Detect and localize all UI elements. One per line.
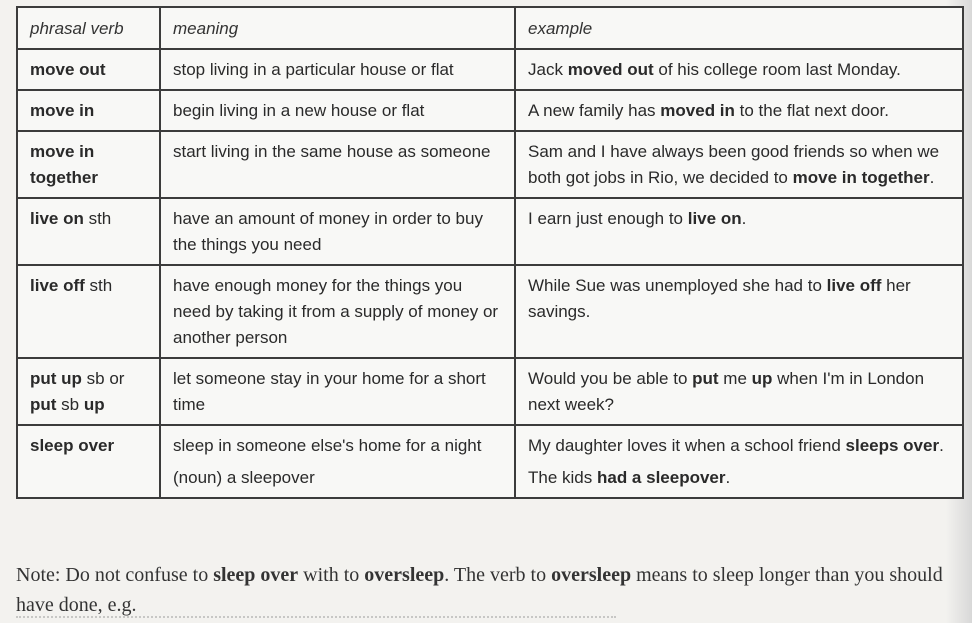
bold-text: live off [30,276,85,295]
example-cell [515,90,963,131]
bold-text: oversleep [551,564,632,586]
meaning-text: let someone stay in your home for a short time [173,369,486,414]
table-row [17,49,963,90]
meaning-cell [160,265,515,358]
bold-text: live on [687,209,742,228]
meaning-cell [160,90,515,131]
phrasal-verb-cell [17,425,160,498]
example-sentence [528,142,939,187]
phrasal-verb-cell [17,131,160,198]
table-row [17,198,963,265]
phrasal-verb-cell [17,265,160,358]
text: . [741,209,747,228]
bold-text: move in together [792,168,930,187]
text: of his college room last Monday. [653,60,901,79]
table-row [17,425,963,498]
phrasal-verb-cell [17,49,160,90]
text: her savings. [528,276,911,321]
example-cell [515,425,963,498]
text: to the flat next door. [734,101,889,120]
phrasal-verb-cell [17,358,160,425]
example-sentence [528,369,924,414]
text: sb [56,395,84,414]
text: . [939,436,944,455]
phrasal-verb-cell [17,90,160,131]
example-cell [515,49,963,90]
meaning-cell [160,49,515,90]
text: Would you be able to [528,369,693,388]
usage-note [16,560,956,620]
header-phrasal-verb: phrasal verb [17,7,160,49]
bold-text: had a sleepover [596,468,726,487]
meaning-text: sleep in someone else's home for a night [173,436,482,455]
table-row [17,131,963,198]
bold-text: up [83,395,105,414]
meaning-noun-text: (noun) a sleepover [173,468,315,487]
example-sentence [528,276,911,321]
text: with to [298,564,365,586]
header-meaning: meaning [160,7,515,49]
table-row [17,90,963,131]
text: means to sleep longer than you should have done, e.g. [16,564,943,616]
meaning-text: start living in the same house as someone [173,142,491,161]
bold-text: put up [30,369,82,388]
table-row [17,265,963,358]
bold-text: move in [30,101,95,120]
bold-text: live on [30,209,84,228]
bold-text: put [30,395,57,414]
text: A new family has [528,101,661,120]
meaning-cell [160,425,515,498]
meaning-text: have an amount of money in order to buy the things you need [173,209,483,254]
example-sentence-2 [528,465,950,491]
bold-text: move out [30,60,106,79]
bold-text: oversleep [364,564,445,586]
text: Note: Do not confuse to [16,564,214,586]
meaning-text: have enough money for the things you need by taking it from a supply of money or another person [173,276,499,347]
text: Sam and I have always been good friends so when we both got jobs in Rio, we decided to [528,142,940,187]
bold-text: sleep over [30,436,115,455]
text: My daughter loves it when a school friend [528,436,846,455]
bold-text: live off [826,276,882,295]
bold-text: put [692,369,719,388]
bold-text: moved out [567,60,654,79]
example-sentence [528,60,901,79]
text: I earn just enough to [528,209,688,228]
text: . [929,168,935,187]
cut-off-line [16,616,636,623]
example-cell [515,198,963,265]
bold-text: sleep over [213,564,299,586]
text: me [718,369,752,388]
example-cell [515,131,963,198]
meaning-cell [160,198,515,265]
text: sth [83,209,112,228]
phrasal-verb-table [16,6,964,499]
text: . [725,468,731,487]
bold-text: move in together [30,142,98,187]
header-example: example [515,7,963,49]
example-cell [515,265,963,358]
example-sentence [528,436,944,455]
text: when I'm in London next week? [528,369,925,414]
example-sentence [528,101,889,120]
text: . The verb to [444,564,552,586]
meaning-text: stop living in a particular house or flat [173,60,454,79]
text: sth [84,276,113,295]
example-sentence [528,209,746,228]
table-header-row [17,7,963,49]
text: sb or [81,369,125,388]
phrasal-verb-cell [17,198,160,265]
example-cell [515,358,963,425]
meaning-cell [160,358,515,425]
bold-text: up [751,369,773,388]
bold-text: sleeps over [845,436,940,455]
meaning-cell [160,131,515,198]
text: Jack [528,60,568,79]
meaning-text: begin living in a new house or flat [173,101,425,120]
table-row [17,358,963,425]
text: While Sue was unemployed she had to [528,276,827,295]
bold-text: moved in [660,101,735,120]
text: The kids [528,468,597,487]
